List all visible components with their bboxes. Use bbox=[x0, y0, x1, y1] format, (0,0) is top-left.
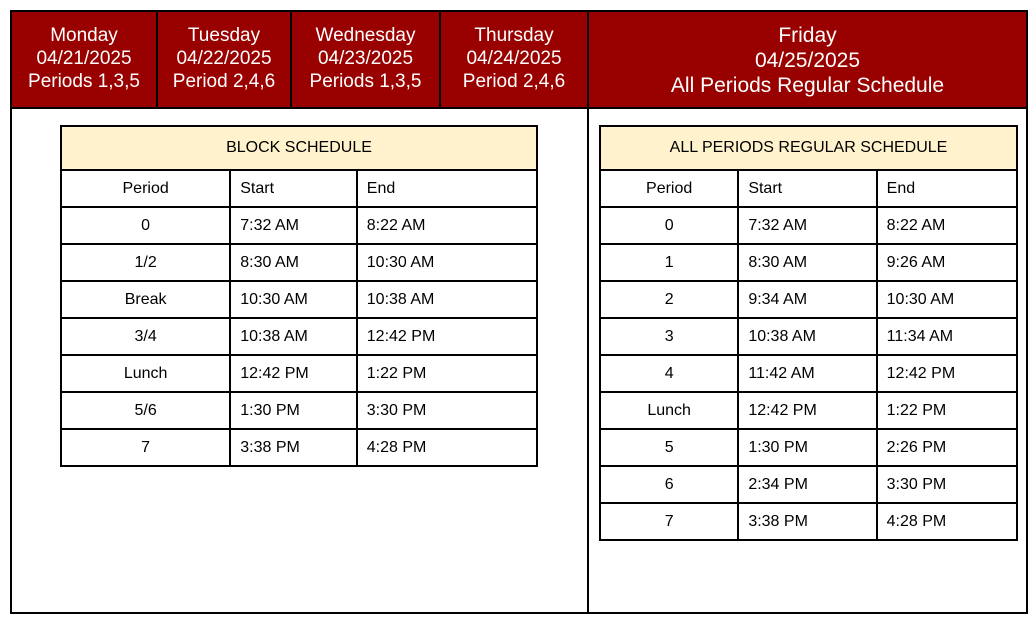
period-cell: 4 bbox=[600, 355, 738, 392]
end-time-cell: 2:26 PM bbox=[877, 429, 1017, 466]
table-row bbox=[600, 207, 1017, 244]
regular-schedule-table bbox=[599, 125, 1018, 541]
day-name: Thursday bbox=[474, 25, 554, 46]
table-row bbox=[600, 392, 1017, 429]
table-row bbox=[61, 318, 537, 355]
table-row bbox=[61, 244, 537, 281]
day-date: 04/21/2025 bbox=[36, 48, 132, 69]
end-time-cell: 1:22 PM bbox=[357, 355, 537, 392]
table-row bbox=[600, 244, 1017, 281]
block-schedule-table bbox=[60, 125, 538, 467]
period-cell: 1/2 bbox=[61, 244, 230, 281]
start-time-cell: 1:30 PM bbox=[230, 392, 357, 429]
table-row bbox=[600, 503, 1017, 540]
table-row bbox=[600, 281, 1017, 318]
day-date: 04/24/2025 bbox=[466, 48, 562, 69]
start-time-cell: 12:42 PM bbox=[230, 355, 357, 392]
period-cell: 7 bbox=[61, 429, 230, 466]
day-periods: Periods 1,3,5 bbox=[309, 71, 422, 92]
end-time-cell: 4:28 PM bbox=[357, 429, 537, 466]
end-time-cell: 3:30 PM bbox=[877, 466, 1017, 503]
table-row bbox=[600, 355, 1017, 392]
column-header-end: End bbox=[357, 170, 537, 207]
period-cell: 0 bbox=[61, 207, 230, 244]
start-time-cell: 10:38 AM bbox=[738, 318, 876, 355]
period-cell: Lunch bbox=[61, 355, 230, 392]
period-cell: 3/4 bbox=[61, 318, 230, 355]
end-time-cell: 8:22 AM bbox=[877, 207, 1017, 244]
end-time-cell: 10:30 AM bbox=[357, 244, 537, 281]
period-cell: 5/6 bbox=[61, 392, 230, 429]
period-cell: Lunch bbox=[600, 392, 738, 429]
day-header-thursday bbox=[439, 10, 589, 109]
day-name: Friday bbox=[778, 24, 837, 47]
end-time-cell: 12:42 PM bbox=[357, 318, 537, 355]
day-name: Monday bbox=[50, 25, 118, 46]
table-row bbox=[61, 355, 537, 392]
start-time-cell: 3:38 PM bbox=[230, 429, 357, 466]
table-row bbox=[600, 466, 1017, 503]
regular-schedule-title: ALL PERIODS REGULAR SCHEDULE bbox=[600, 126, 1017, 170]
end-time-cell: 9:26 AM bbox=[877, 244, 1017, 281]
column-divider bbox=[587, 107, 589, 614]
period-cell: 6 bbox=[600, 466, 738, 503]
day-header-wednesday bbox=[290, 10, 441, 109]
start-time-cell: 12:42 PM bbox=[738, 392, 876, 429]
period-cell: 1 bbox=[600, 244, 738, 281]
day-name: Wednesday bbox=[315, 25, 416, 46]
day-date: 04/23/2025 bbox=[317, 48, 414, 69]
start-time-cell: 10:38 AM bbox=[230, 318, 357, 355]
start-time-cell: 11:42 AM bbox=[738, 355, 876, 392]
day-date: 04/25/2025 bbox=[754, 49, 861, 72]
end-time-cell: 1:22 PM bbox=[877, 392, 1017, 429]
column-header-start: Start bbox=[738, 170, 876, 207]
day-header-row bbox=[10, 10, 1028, 109]
start-time-cell: 10:30 AM bbox=[230, 281, 357, 318]
end-time-cell: 3:30 PM bbox=[357, 392, 537, 429]
start-time-cell: 2:34 PM bbox=[738, 466, 876, 503]
period-cell: 3 bbox=[600, 318, 738, 355]
table-row bbox=[61, 281, 537, 318]
day-header-monday bbox=[10, 10, 158, 109]
period-cell: 0 bbox=[600, 207, 738, 244]
column-header-end: End bbox=[877, 170, 1017, 207]
period-cell: Break bbox=[61, 281, 230, 318]
start-time-cell: 9:34 AM bbox=[738, 281, 876, 318]
day-date: 04/22/2025 bbox=[176, 48, 272, 69]
start-time-cell: 8:30 AM bbox=[738, 244, 876, 281]
period-cell: 2 bbox=[600, 281, 738, 318]
day-header-tuesday bbox=[156, 10, 292, 109]
block-schedule-title: BLOCK SCHEDULE bbox=[61, 126, 537, 170]
start-time-cell: 7:32 AM bbox=[738, 207, 876, 244]
table-row bbox=[61, 429, 537, 466]
table-row bbox=[600, 318, 1017, 355]
day-periods: Period 2,4,6 bbox=[172, 71, 276, 92]
table-row bbox=[61, 392, 537, 429]
column-header-period: Period bbox=[600, 170, 738, 207]
end-time-cell: 8:22 AM bbox=[357, 207, 537, 244]
start-time-cell: 3:38 PM bbox=[738, 503, 876, 540]
column-header-start: Start bbox=[230, 170, 357, 207]
end-time-cell: 12:42 PM bbox=[877, 355, 1017, 392]
day-name: Tuesday bbox=[187, 25, 261, 46]
start-time-cell: 7:32 AM bbox=[230, 207, 357, 244]
day-periods: Period 2,4,6 bbox=[462, 71, 566, 92]
day-periods: Periods 1,3,5 bbox=[28, 71, 140, 92]
column-header-period: Period bbox=[61, 170, 230, 207]
end-time-cell: 4:28 PM bbox=[877, 503, 1017, 540]
start-time-cell: 8:30 AM bbox=[230, 244, 357, 281]
end-time-cell: 11:34 AM bbox=[877, 318, 1017, 355]
table-row bbox=[61, 207, 537, 244]
table-row bbox=[600, 429, 1017, 466]
day-header-friday bbox=[587, 10, 1028, 109]
day-periods: All Periods Regular Schedule bbox=[670, 74, 945, 97]
period-cell: 5 bbox=[600, 429, 738, 466]
start-time-cell: 1:30 PM bbox=[738, 429, 876, 466]
end-time-cell: 10:30 AM bbox=[877, 281, 1017, 318]
period-cell: 7 bbox=[600, 503, 738, 540]
end-time-cell: 10:38 AM bbox=[357, 281, 537, 318]
